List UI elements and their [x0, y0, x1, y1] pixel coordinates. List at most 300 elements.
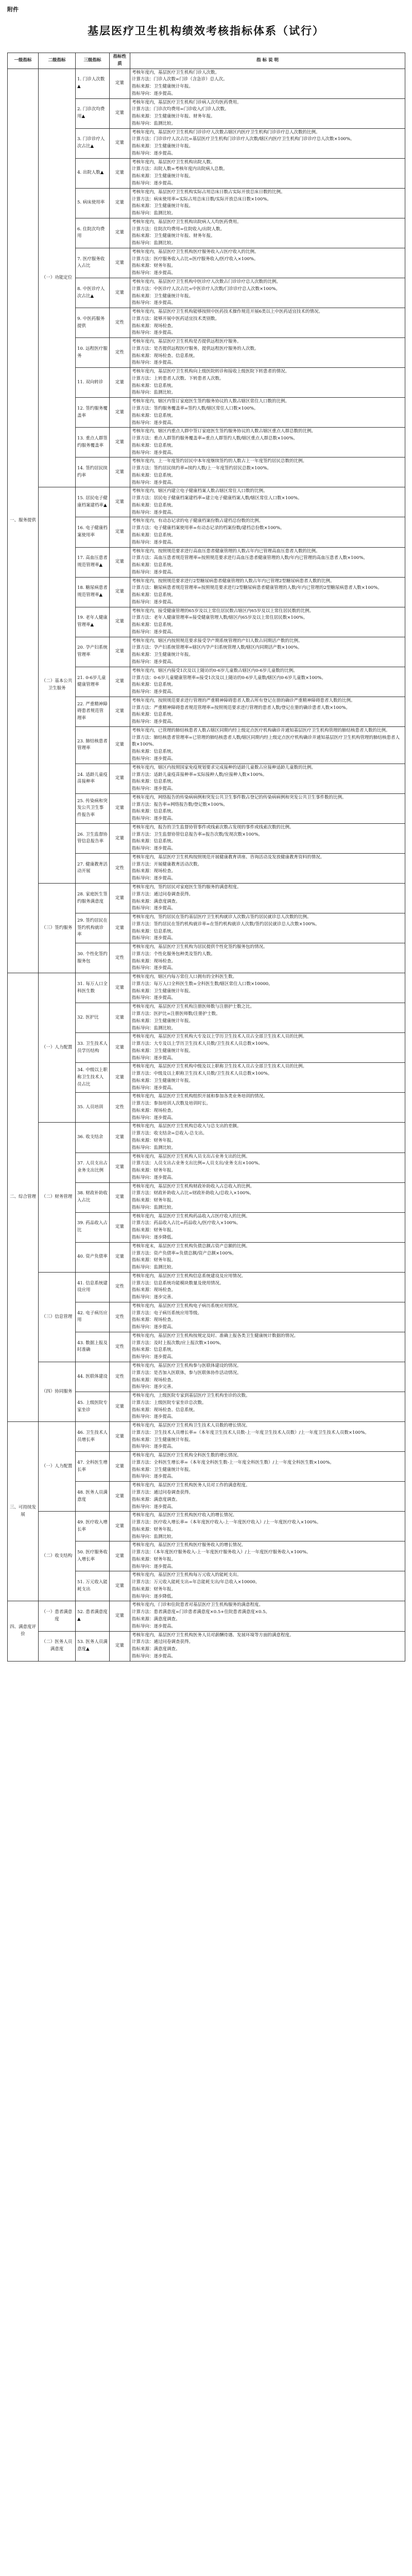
level3-cell: 27. 健康教育活动开展 [76, 853, 110, 883]
description-cell [130, 278, 405, 308]
description-line: 指标来源：卫生健康统计年报。 [132, 144, 194, 149]
description-cell [130, 883, 405, 913]
kind-cell: 定量 [110, 457, 130, 487]
description-line: 指标导向：逐步降低。 [132, 1594, 176, 1599]
description-line: 考核年度内，网络报告的传染病病例和突发公共卫生事件数占登记的传染病病例和突发公共卫生事件数的比例。 [132, 794, 347, 800]
table-row [8, 1512, 405, 1541]
description-cell [130, 1422, 405, 1452]
description-line: 计算方法：卫生监督协管信息报告率=报告次数/发现次数×100%。 [132, 832, 263, 837]
description-line: 计算方法：中医诊疗人次占比=中医诊疗人次数/门诊诊疗总人次数×100%。 [132, 286, 280, 292]
level3-cell: 52. 患者满意度▲ [76, 1601, 110, 1631]
description-line: 考核年度内，基层医疗卫生机构医疗服务收入的增长情况。 [132, 1543, 246, 1548]
description-line: 指标来源：信息系统。 [132, 749, 176, 755]
description-line: 指标来源：信息系统。 [132, 502, 176, 508]
description-line: 考核年度内，基层医疗卫生机构向上级医院转诊和接收上级医院下转患者的情况。 [132, 369, 290, 375]
level3-cell: 22. 严重精神障碍患者规范管理率 [76, 697, 110, 726]
description-line: 指标来源：现场检查、信息系统。 [132, 353, 198, 359]
description-line: 考核年度内，辖区内按照国家免疫规划要求完成接种的适龄儿童数占应接种适龄儿童数的比例。 [132, 765, 316, 770]
kind-cell: 定量 [110, 1153, 130, 1182]
level3-cell: 9. 中医药服务提供 [76, 308, 110, 338]
description-line: 考核年度内，有动态记录的电子健康档案份数占建档总份数的比例。 [132, 518, 264, 524]
header-level2: 二级指标 [39, 53, 76, 69]
description-line: 指标来源：财务年报。 [132, 1556, 176, 1562]
description-cell [130, 487, 405, 517]
description-line: 计算方法：电子病历系统应用等级。 [132, 1310, 202, 1316]
table-row [8, 1123, 405, 1153]
description-line: 指标导向：监测比较。 [132, 241, 176, 246]
description-line: 指标来源：财务年报。 [132, 1258, 176, 1263]
description-cell [130, 1631, 405, 1661]
indicator-table [7, 53, 405, 1662]
description-line: 考核年度内，基层医疗卫生机构出院人数。 [132, 159, 215, 165]
description-line: 考核年度内，基层医疗卫生机构能够按照中医药技术操作规范开展6类以上中医药适宜技术的情况。 [132, 309, 323, 315]
level3-cell: 16. 电子健康档案使用率 [76, 517, 110, 547]
description-cell [130, 823, 405, 853]
description-line: 计算方法：大专及以上学历卫生技术人员数/卫生技术人员总数×100%。 [132, 1041, 272, 1047]
description-line: 计算方法：适龄儿童疫苗接种率=实际接种人数/应接种人数×100%。 [132, 772, 267, 777]
description-line: 指标导向：逐步提高。 [132, 181, 176, 187]
description-line: 指标来源：财务年报。 [132, 1586, 176, 1592]
description-line: 考核年度内，基层医疗卫生机构卫生技术人员数的增长情况。 [132, 1423, 250, 1429]
description-line: 指标导向：逐步提高。 [132, 1474, 176, 1480]
description-cell [130, 607, 405, 637]
level2-cell: （一）人力配置 [39, 973, 76, 1123]
level2-cell: （四）协同服务 [39, 1362, 76, 1421]
description-line: 指标来源：财务年报。 [132, 1527, 176, 1532]
description-line: 指标导向：逐步提高。 [132, 995, 176, 1001]
table-header-row [8, 53, 405, 69]
description-cell [130, 913, 405, 943]
description-cell [130, 637, 405, 667]
kind-cell: 定量 [110, 1601, 130, 1631]
level3-cell: 17. 高血压患者规范管理率▲ [76, 547, 110, 577]
description-line: 计算方法：开展健康教育活动次数。 [132, 861, 202, 867]
description-line: 指标导向：逐步提高。 [132, 1504, 176, 1510]
header-description: 指 标 说 明 [130, 53, 405, 69]
level2-cell: （二）收支结构 [39, 1512, 76, 1601]
table-row [8, 487, 405, 517]
description-cell [130, 158, 405, 188]
kind-cell: 定性 [110, 308, 130, 338]
description-cell [130, 793, 405, 823]
description-cell [130, 188, 405, 218]
kind-cell: 定量 [110, 1063, 130, 1093]
description-line: 计算方法：通过问卷调查获得。 [132, 1490, 194, 1495]
level3-cell: 29. 签约居民在签约机构就诊率 [76, 913, 110, 943]
kind-cell: 定量 [110, 1422, 130, 1452]
level1-cell: 二、综合管理 [8, 973, 39, 1422]
description-line: 计算方法：万元收入能耗支出=年总能耗支出/年总收入×10000。 [132, 1580, 260, 1585]
description-line: 计算方法：老年人健康管理率=接受健康管理人数/辖区内65岁及以上常住居民数×100%。 [132, 615, 308, 621]
kind-cell: 定性 [110, 1332, 130, 1362]
description-line: 考核年度内，按照规范要求进行2型糖尿病患者健康管理的人数占年内已管理2型糖尿病患者人数的比例。 [132, 578, 335, 584]
description-cell [130, 398, 405, 428]
description-cell [130, 457, 405, 487]
level2-cell: （一）患者满意度 [39, 1601, 76, 1631]
description-line: 计算方法：孕产妇系统管理率=辖区内孕产妇系统管理人数/辖区内同期活产数×100%。 [132, 645, 302, 651]
description-line: 考核年度内，基层医疗卫生机构医疗服务收入占医疗收入的比例。 [132, 249, 259, 255]
description-line: 指标导向：监测比较。 [132, 1025, 176, 1031]
description-line: 指标来源：财务年报。 [132, 263, 176, 269]
description-line: 考核年度内，报告的卫生监督协管事件或线索次数占发现的事件或线索次数的比例。 [132, 824, 294, 830]
description-line: 考核年度内，基层医疗卫生机构门诊人次数。 [132, 70, 220, 75]
kind-cell: 定量 [110, 278, 130, 308]
level3-cell: 8. 中医诊疗人次占比▲ [76, 278, 110, 308]
description-line: 考核年度内，辖区内建立电子健康档案人数占辖区常住人口数的比例。 [132, 488, 268, 494]
description-cell [130, 764, 405, 793]
level3-cell: 26. 卫生监督协管信息报告率 [76, 823, 110, 853]
level3-cell: 43. 数据上报及时准确 [76, 1332, 110, 1362]
description-line: 考核年度内，基层医疗卫生机构按照规范开展健康教育讲座、咨询活动及发放健康教育资料的情况。 [132, 854, 325, 860]
description-line: 指标导向：逐步提高。 [132, 876, 176, 882]
kind-cell: 定性 [110, 1272, 130, 1302]
description-line: 计算方法：医疗服务收入占比=医疗服务收入/医疗收入×100%。 [132, 256, 259, 262]
description-line: 指标来源：卫生健康统计年报、财务年报。 [132, 114, 215, 120]
kind-cell: 定量 [110, 398, 130, 428]
description-line: 考核年度内，基层医疗卫生机构门诊病人次均医药费用。 [132, 99, 242, 105]
description-line: 指标导向：逐步提高。 [132, 330, 176, 336]
description-cell [130, 128, 405, 158]
description-line: 计算方法：人员支出占业务支出比例=人员支出/业务支出×100%。 [132, 1161, 263, 1166]
description-line: 指标来源：卫生健康统计年报。 [132, 1467, 194, 1472]
description-line: 考核年度内，辖区内按照规范要求接受孕产期系统管理的产妇人数占同期活产数的比例。 [132, 638, 303, 643]
level2-cell: （三）信息管理 [39, 1272, 76, 1362]
description-line: 考核年度内，上级医院专家到基层医疗卫生机构坐诊的次数。 [132, 1393, 250, 1399]
description-line: 指标来源：现场检查。 [132, 1377, 176, 1383]
kind-cell: 定量 [110, 248, 130, 278]
description-line: 指标导向：逐步提高。 [132, 906, 176, 911]
level3-cell: 32. 医护比 [76, 1003, 110, 1033]
level1-cell: 三、可持续发展 [8, 1422, 39, 1601]
description-line: 考核年度内，按照规范要求进行管理的严重精神障碍患者人数占所有登记在册的确诊严重精神障碍患者人数的比例。 [132, 698, 355, 703]
description-cell [130, 428, 405, 457]
level3-cell: 13. 重点人群签约服务覆盖率 [76, 428, 110, 457]
description-line: 指标来源：卫生健康统计年报。 [132, 293, 194, 299]
level2-cell: （一）功能定位 [39, 69, 76, 487]
description-line: 指标来源：卫生健康统计年报。 [132, 652, 194, 658]
level3-cell: 45. 上级医院专家坐诊 [76, 1392, 110, 1422]
description-line: 计算方法：门诊诊疗人次占比=基层医疗卫生机构门诊诊疗人次数/辖区内医疗卫生机构门诊诊疗总人次数×100%。 [132, 137, 355, 142]
description-line: 指标来源：满意度调查。 [132, 1647, 180, 1652]
description-line: 计算方法：能够开展中医药适宜技术类别数。 [132, 316, 220, 321]
level2-cell: （二）医务人员满意度 [39, 1631, 76, 1661]
level3-cell: 14. 签约居民续约率 [76, 457, 110, 487]
description-cell [130, 1153, 405, 1182]
description-cell [130, 1392, 405, 1422]
description-cell [130, 667, 405, 697]
description-line: 指标来源：满意度调查。 [132, 1617, 180, 1622]
description-cell [130, 517, 405, 547]
description-line: 考核年度内，基层医疗卫生机构总收入与总支出的差额。 [132, 1124, 242, 1129]
description-line: 指标来源：卫生健康统计年报。 [132, 204, 194, 209]
level3-cell: 24. 适龄儿童疫苗接种率 [76, 764, 110, 793]
description-line: 指标导向：逐步提高。 [132, 420, 176, 426]
description-line: 指标来源：财务年报。 [132, 1228, 176, 1233]
description-line: 计算方法：医疗收入增长率=（本年度医疗收入-上一年度医疗收入）/上一年度医疗收入×100%。 [132, 1520, 321, 1526]
description-cell [130, 1003, 405, 1033]
description-line: 指标来源：现场检查。 [132, 958, 176, 964]
level3-cell: 1. 门诊人次数▲ [76, 69, 110, 98]
page-title: 基层医疗卫生机构绩效考核指标体系（试行） [88, 24, 324, 37]
kind-cell: 定性 [110, 853, 130, 883]
description-line: 指标导向：逐步提高。 [132, 629, 176, 635]
level1-cell: 一、服务提供 [8, 69, 39, 973]
description-line: 考核年度内，基层医疗卫生机构中医诊疗人次数占门诊诊疗总人次数的比例。 [132, 279, 281, 284]
description-line: 计算方法：肺结核患者管理率=已管理的肺结核患者人数/辖区同期内经上级定点医疗机构确诊并通知基层医疗卫生机构管理的肺结核患者人数×100%。 [132, 735, 400, 748]
description-line: 指标导向：逐步提高。 [132, 480, 176, 485]
description-line: 指标来源：卫生健康统计年报。 [132, 988, 194, 994]
description-line: 计算方法：糖尿病患者规范管理率=按照规范要求进行2型糖尿病患者健康管理的人数/年内已管理的2型糖尿病患者人数×100%。 [132, 585, 382, 591]
description-line: 计算方法：财政补助收入占比=财政补助收入/总收入×100%。 [132, 1191, 254, 1196]
attachment-label: 附件 [7, 6, 19, 13]
description-line: 指标导向：监测比较。 [132, 390, 176, 396]
description-cell [130, 1093, 405, 1123]
kind-cell: 定量 [110, 607, 130, 637]
description-line: 计算方法：报告率=网络报告数/登记数×100%。 [132, 802, 228, 807]
level3-cell: 19. 老年人健康管理率▲ [76, 607, 110, 637]
description-line: 计算方法：居民电子健康档案建档率=建立电子健康档案人数/辖区常住人口数×100%。 [132, 496, 302, 501]
level3-cell: 40. 资产负债率 [76, 1242, 110, 1272]
kind-cell: 定量 [110, 793, 130, 823]
level3-cell: 21. 0-6岁儿童健康管理率 [76, 667, 110, 697]
kind-cell: 定量 [110, 517, 130, 547]
kind-cell: 定量 [110, 487, 130, 517]
description-line: 计算方法：通过问卷调查获得。 [132, 1639, 194, 1645]
description-line: 指标导向：逐步提高。 [132, 659, 176, 665]
description-line: 指标导向：逐步提高。 [132, 816, 176, 822]
description-cell [130, 1272, 405, 1302]
description-line: 考核年度末，基层医疗卫生机构负债总额占资产总额的比例。 [132, 1243, 250, 1249]
description-cell [130, 943, 405, 973]
level3-cell: 39. 药品收入占比 [76, 1212, 110, 1242]
description-line: 指标来源：财务年报。 [132, 1168, 176, 1174]
description-line: 指标导向：逐步提高。 [132, 1623, 176, 1629]
description-line: 计算方法：每万人口全科医生数=全科医生数/辖区常住人口数×10000。 [132, 981, 273, 987]
kind-cell: 定量 [110, 823, 130, 853]
description-line: 指标导向：逐步提高。 [132, 1055, 176, 1061]
description-line: 指标导向：逐步提高。 [132, 1175, 176, 1180]
description-line: 计算方法：医护比=注册医师数/注册护士数。 [132, 1011, 220, 1016]
level3-cell: 38. 财政补助收入占比 [76, 1182, 110, 1212]
level3-cell: 41. 信息系统建设应用 [76, 1272, 110, 1302]
level3-cell: 49. 医疗收入增长率 [76, 1512, 110, 1541]
description-line: 考核年度内，基层医疗卫生机构信息系统建设及应用情况。 [132, 1273, 246, 1279]
description-line: 指标来源：卫生健康统计年报。 [132, 174, 194, 179]
description-line: 指标导向：逐步提高。 [132, 846, 176, 852]
kind-cell: 定量 [110, 1392, 130, 1422]
description-line: 考核年度内，接受健康管理的65岁及以上常住居民数占辖区内65岁及以上常住居民数的比例。 [132, 608, 314, 614]
description-line: 计算方法：是否加入医联体，参与医联体协作活动情况。 [132, 1370, 242, 1376]
kind-cell: 定量 [110, 1452, 130, 1482]
description-line: 考核年度内，基层医疗卫生机构是否提供远程医疗服务。 [132, 339, 242, 345]
description-line: 指标导向：逐步提高。 [132, 91, 176, 96]
description-line: 考核年度内，基层医疗卫生机构医疗收入的增长情况。 [132, 1513, 237, 1518]
description-line: 指标来源：信息系统。 [132, 592, 176, 598]
header-level1: 一级指标 [8, 53, 39, 69]
level3-cell: 36. 收支结余 [76, 1123, 110, 1153]
level3-cell: 33. 卫生技术人员学历结构 [76, 1033, 110, 1063]
kind-cell: 定量 [110, 637, 130, 667]
level2-cell: （二）基本公共卫生服务 [39, 487, 76, 884]
description-line: 指标来源：信息系统。 [132, 622, 176, 628]
kind-cell: 定量 [110, 883, 130, 913]
description-line: 计算方法：是否提供远程医疗服务，提供远程医疗服务的人次数。 [132, 346, 259, 351]
description-line: 指标来源：信息系统。 [132, 383, 176, 388]
description-line: 计算方法：签约服务覆盖率=签约人数/辖区常住人口数×100%。 [132, 405, 259, 411]
level3-cell: 51. 万元收入能耗支出 [76, 1571, 110, 1601]
description-line: 指标来源：信息系统。 [132, 928, 176, 934]
description-line: 指标导向：监测比较。 [132, 1534, 176, 1539]
level1-cell: 四、满意度评价 [8, 1601, 39, 1661]
level3-cell: 7. 医疗服务收入占比 [76, 248, 110, 278]
description-line: 计算方法：全科医生增长率=（本年度全科医生数-上一年度全科医生数）/上一年度全科医生数×100%。 [132, 1460, 334, 1465]
description-line: 指标导向：逐步提高。 [132, 1414, 176, 1420]
description-line: 指标导向：逐步提高。 [132, 300, 176, 306]
description-line: 计算方法：中级及以上职称卫生技术人员数/卫生技术人员总数×100%。 [132, 1071, 272, 1077]
description-line: 计算方法：病床使用率=实际占用总床日数/实际开放总床日数×100%。 [132, 196, 271, 202]
level3-cell: 46. 卫生技术人员增长率 [76, 1422, 110, 1452]
description-line: 指标来源：财务年报。 [132, 1138, 176, 1144]
level3-cell: 15. 居民电子健康档案建档率▲ [76, 487, 110, 517]
table-row [8, 973, 405, 1003]
kind-cell: 定量 [110, 1003, 130, 1033]
description-line: 指标导向：监测比较。 [132, 1265, 176, 1270]
description-line: 指标来源：卫生健康统计年报。 [132, 1437, 194, 1443]
description-line: 指标导向：逐步提高。 [132, 1115, 176, 1121]
kind-cell: 定量 [110, 128, 130, 158]
description-cell [130, 1182, 405, 1212]
description-line: 考核年度内，基层医疗卫生机构注册医师数与注册护士数之比。 [132, 1004, 255, 1010]
description-cell [130, 1512, 405, 1541]
description-line: 考核年度内，辖区内接受1次及以上随访的0-6岁儿童数占辖区内0-6岁儿童数的比例。 [132, 668, 298, 673]
level3-cell: 44. 医联体建设 [76, 1362, 110, 1392]
description-line: 计算方法：住院次均费用=住院收入/出院人数。 [132, 226, 225, 232]
kind-cell: 定量 [110, 547, 130, 577]
kind-cell: 定量 [110, 764, 130, 793]
description-cell [130, 853, 405, 883]
description-line: 考核年度内，基层医疗卫生机构医务人员对工作的满意程度。 [132, 1483, 250, 1488]
description-line: 指标导向：监测比较。 [132, 211, 176, 216]
description-line: 指标来源：信息系统。 [132, 443, 176, 448]
description-line: 计算方法：上级医院专家坐诊总次数。 [132, 1400, 207, 1405]
level3-cell: 28. 家庭医生签约服务满意度 [76, 883, 110, 913]
level3-cell: 2. 门诊次均费用▲ [76, 98, 110, 128]
description-line: 指标来源：信息系统。 [132, 839, 176, 844]
description-line: 计算方法：药品收入占比=药品收入/医疗收入×100%。 [132, 1221, 241, 1226]
description-line: 指标来源：满意度调查。 [132, 899, 180, 904]
description-cell [130, 1123, 405, 1153]
description-line: 指标来源：卫生健康统计年报。 [132, 1078, 194, 1083]
description-line: 指标来源：现场检查。 [132, 1108, 176, 1113]
level3-cell: 50. 医疗服务收入增长率 [76, 1541, 110, 1571]
kind-cell: 定性 [110, 943, 130, 973]
level3-cell: 23. 肺结核患者管理率 [76, 726, 110, 764]
level3-cell: 53. 医务人员满意度▲ [76, 1631, 110, 1661]
description-line: 考核年度内，签约居民对家庭医生签约服务的满意程度。 [132, 884, 242, 890]
description-cell [130, 1063, 405, 1093]
description-line: 指标来源：信息系统。 [132, 712, 176, 718]
table-row [8, 69, 405, 98]
description-line: 指标来源：信息系统。 [132, 1347, 176, 1353]
level3-cell: 31. 每万人口全科医生数 [76, 973, 110, 1003]
description-cell [130, 218, 405, 248]
description-line: 指标来源：信息系统。 [132, 533, 176, 538]
description-line: 计算方法：患者满意度=门诊患者满意度×0.5+住院患者满意度×0.5。 [132, 1609, 270, 1615]
description-line: 考核年度内，签约居民在签约基层医疗卫生机构就诊人次数占签约居民就诊总人次数的比例。 [132, 914, 312, 920]
level3-cell: 18. 糖尿病患者规范管理率▲ [76, 577, 110, 607]
description-line: 指标导向：逐步提高。 [132, 1564, 176, 1569]
description-line: 指标来源：财务年报。 [132, 1198, 176, 1204]
description-cell [130, 1601, 405, 1631]
description-line: 计算方法：重点人群签约服务覆盖率=重点人群签约人数/辖区重点人群总数×100%。 [132, 436, 298, 442]
level3-cell: 10. 远程医疗服务 [76, 338, 110, 368]
level3-cell: 11. 双向转诊 [76, 368, 110, 398]
description-cell [130, 1362, 405, 1392]
description-line: 计算方法：卫生技术人员增长率=（本年度卫生技术人员数-上一年度卫生技术人员数）/上一年度卫生技术人员数×100%。 [132, 1430, 369, 1435]
kind-cell: 定量 [110, 1123, 130, 1153]
description-line: 考核年度内，基层医疗卫生机构中级及以上职称卫生技术人员占全部卫生技术人员的比例。 [132, 1064, 307, 1070]
kind-cell: 定量 [110, 1242, 130, 1272]
kind-cell: 定性 [110, 1362, 130, 1392]
description-line: 计算方法：签约居民续约率=续约人数/上一年度签约居民总数×100%。 [132, 466, 271, 471]
table-body [8, 69, 405, 1661]
description-cell [130, 1332, 405, 1362]
description-line: 计算方法：出院人数=考核年度内出院病人总数。 [132, 166, 228, 172]
description-line: 指标导向：逐步提高。 [132, 569, 176, 575]
description-line: 指标导向：逐步提高。 [132, 719, 176, 725]
description-line: 计算方法：门诊人次数=门诊（含急诊）总人次。 [132, 77, 228, 82]
kind-cell: 定量 [110, 428, 130, 457]
level2-cell: （二）财务管理 [39, 1123, 76, 1272]
table-row [8, 1422, 405, 1452]
level3-cell: 34. 中级以上职称卫生技术人员占比 [76, 1063, 110, 1093]
kind-cell: 定量 [110, 913, 130, 943]
level3-cell: 42. 电子病历应用 [76, 1302, 110, 1332]
kind-cell: 定量 [110, 1182, 130, 1212]
description-line: 指标导向：逐步提高。 [132, 1085, 176, 1091]
description-line: 指标来源：现场检查。 [132, 869, 176, 874]
description-line: 指标来源：卫生健康统计年报、财务年报。 [132, 233, 215, 239]
description-line: 考核年度内，门诊和住院患者对基层医疗卫生机构服务的满意程度。 [132, 1602, 264, 1608]
level3-cell: 47. 全科医生增长率 [76, 1452, 110, 1482]
description-line: 指标导向：逐步提高。 [132, 1444, 176, 1450]
description-line: 指标来源：卫生健康统计年报。 [132, 84, 194, 90]
description-line: 考核年度内，基层医疗卫生机构电子病历系统应用情况。 [132, 1303, 242, 1309]
description-line: 考核年度内，基层医疗卫生机构出院病人人均医药费用。 [132, 219, 242, 225]
description-line: 考核年度内，基层医疗卫生机构药品收入占医疗收入的比例。 [132, 1213, 250, 1219]
kind-cell: 定量 [110, 158, 130, 188]
description-line: 考核年度内，基层医疗卫生机构组织开展和参加各类业务培训的情况。 [132, 1094, 268, 1099]
description-line: 指标导向：逐步提高。 [132, 786, 176, 792]
description-line: 指标来源：现场检查、信息系统。 [132, 1407, 198, 1413]
description-cell [130, 973, 405, 1003]
kind-cell: 定量 [110, 188, 130, 218]
description-line: 指标导向：逐步提高。 [132, 689, 176, 695]
description-line: 考核年度内，基层医疗卫生机构全科医生数的增长情况。 [132, 1453, 242, 1459]
table-row [8, 1601, 405, 1631]
level3-cell: 48. 医务人员满意度 [76, 1482, 110, 1512]
kind-cell: 定量 [110, 726, 130, 764]
table-row [8, 1631, 405, 1661]
description-line: 指标来源：现场检查。 [132, 1287, 176, 1293]
description-line: 计算方法：参加培训人次数及培训时长。 [132, 1101, 211, 1107]
description-line: 指标来源：信息系统。 [132, 779, 176, 785]
description-line: 考核年度内，基层医疗卫生机构财政补助收入占总收入的比例。 [132, 1183, 255, 1189]
description-line: 指标来源：卫生健康统计年报。 [132, 1018, 194, 1024]
description-cell [130, 1212, 405, 1242]
kind-cell: 定量 [110, 1571, 130, 1601]
level3-cell: 25. 传染病和突发公共卫生事件报告率 [76, 793, 110, 823]
